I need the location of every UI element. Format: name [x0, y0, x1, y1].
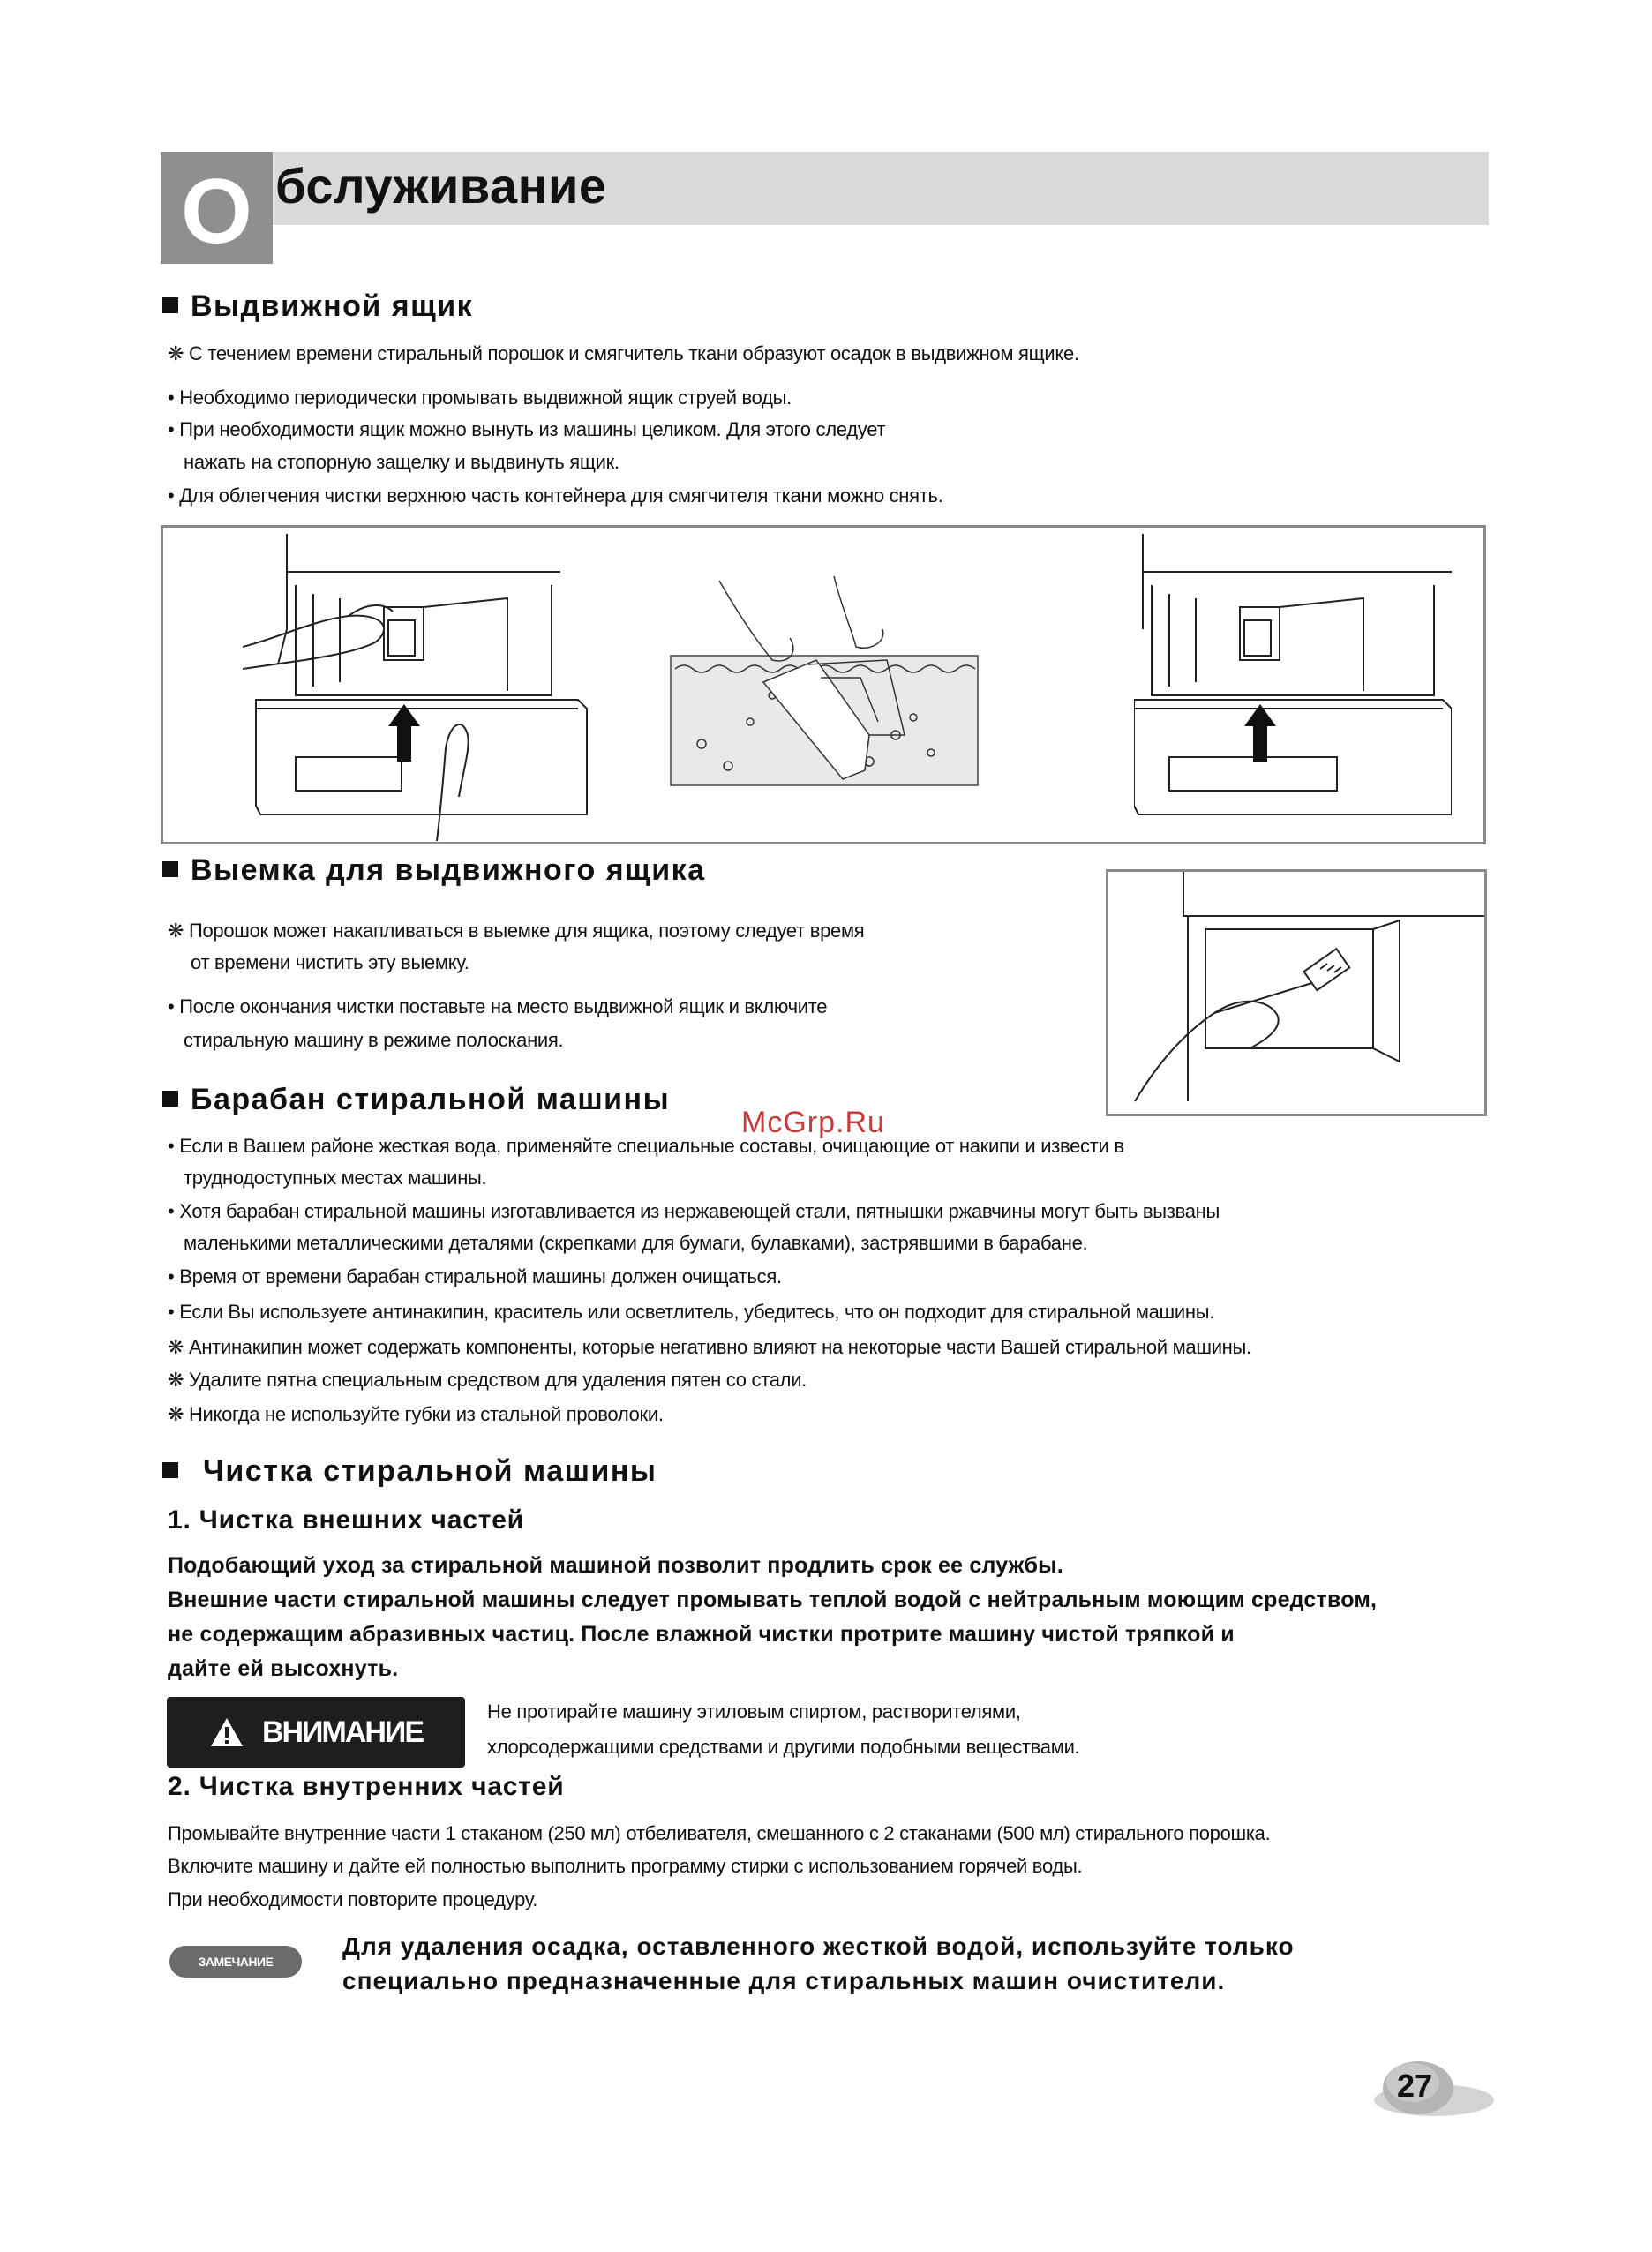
external-cleaning-line-3: не содержащим абразивных частиц. После влажной чистки протрите машину чистой тряпкой и: [168, 1622, 1235, 1647]
drum-asterisk-2: ❋ Удалите пятна специальным средством для удаления пятен со стали.: [168, 1369, 807, 1391]
drum-bullet-1-cont: труднодоступных местах машины.: [184, 1167, 487, 1189]
warning-label: ВНИМАНИЕ: [261, 1715, 424, 1749]
internal-cleaning-line-3: При необходимости повторите процедуру.: [168, 1888, 538, 1910]
drum-bullet-2: • Хотя барабан стиральной машины изготавливается из нержавеющей стали, пятнышки ржавчины могут быть вызваны: [168, 1200, 1220, 1222]
drum-asterisk-3: ❋ Никогда не используйте губки из стальной проволоки.: [168, 1403, 664, 1425]
external-cleaning-line-2: Внешние части стиральной машины следует промывать теплой водой с нейтральным моющим средством,: [168, 1588, 1378, 1612]
asterisk-icon: ❋: [168, 1369, 189, 1391]
note-line-2: специально предназначенные для стиральных машин очистители.: [342, 1967, 1226, 1994]
warning-text-line-2: хлорсодержащими средствами и другими подобными веществами.: [487, 1736, 1080, 1758]
recess-illustration-frame: [1106, 869, 1487, 1116]
drum-bullet-2-cont: маленькими металлическими деталями (скрепками для бумаги, булавками), застрявшими в барабане.: [184, 1232, 1088, 1254]
external-cleaning-line-4: дайте ей высохнуть.: [168, 1656, 399, 1681]
drawer-bullet-1: • Необходимо периодически промывать выдвижной ящик струей воды.: [168, 387, 792, 409]
asterisk-icon: ❋: [168, 1336, 189, 1358]
drawer-bullet-3: • Для облегчения чистки верхнюю часть контейнера для смягчителя ткани можно снять.: [168, 484, 943, 507]
external-cleaning-line-1: Подобающий уход за стиральной машиной позволит продлить срок ее службы.: [168, 1553, 1063, 1578]
drum-bullet-3: • Время от времени барабан стиральной машины должен очищаться.: [168, 1265, 782, 1287]
warning-triangle-icon: [209, 1716, 244, 1748]
square-bullet-icon: [162, 861, 178, 877]
recess-bullet-1-cont: стиральную машину в режиме полоскания.: [184, 1029, 564, 1051]
drum-bullet-4: • Если Вы используете антинакипин, краситель или осветлитель, убедитесь, что он подходит для стиральной машины.: [168, 1301, 1215, 1323]
square-bullet-icon: [162, 297, 178, 313]
drawer-asterisk-note: ❋ С течением времени стиральный порошок и смягчитель ткани образуют осадок в выдвижном ящике.: [168, 342, 1079, 364]
warning-text-line-1: Не протирайте машину этиловым спиртом, растворителями,: [487, 1700, 1021, 1723]
square-bullet-icon: [162, 1091, 178, 1107]
section-heading-drawer: [162, 289, 473, 324]
note-line-1: Для удаления осадка, оставленного жесткой водой, используйте только: [342, 1933, 1295, 1960]
internal-cleaning-heading: 2. Чистка внутренних частей: [168, 1772, 565, 1801]
drawer-pull-illustration: [243, 532, 613, 841]
drum-bullet-1: • Если в Вашем районе жесткая вода, применяйте специальные составы, очищающие от накипи и извести в: [168, 1135, 1124, 1157]
drawer-bullet-2: • При необходимости ящик можно вынуть из машины целиком. Для этого следует: [168, 418, 886, 440]
asterisk-icon: ❋: [168, 342, 189, 364]
section-heading-cleaning: Чистка стиральной машины: [162, 1454, 657, 1489]
recess-bullet-1: • После окончания чистки поставьте на место выдвижной ящик и включите: [168, 995, 828, 1017]
section-heading-drum: Барабан стиральной машины: [162, 1083, 670, 1117]
recess-asterisk-note: ❋ Порошок может накапливаться в выемке для ящика, поэтому следует время: [168, 920, 865, 942]
square-bullet-icon: [162, 1462, 178, 1478]
internal-cleaning-line-1: Промывайте внутренние части 1 стаканом (250 мл) отбеливателя, смешанного с 2 стаканами (500 мл) стирального порошка.: [168, 1822, 1271, 1844]
warning-badge: [167, 1697, 465, 1768]
internal-cleaning-line-2: Включите машину и дайте ей полностью выполнить программу стирки с использованием горячей воды.: [168, 1855, 1083, 1877]
note-label: ЗАМЕЧАНИЕ: [198, 1955, 274, 1969]
drawer-washing-illustration: [666, 532, 984, 797]
drawer-bullet-2-cont: нажать на стопорную защелку и выдвинуть ящик.: [184, 451, 620, 473]
title-letter: О: [181, 160, 252, 263]
watermark: McGrp.Ru: [741, 1106, 885, 1139]
asterisk-icon: ❋: [168, 920, 189, 942]
note-badge: [169, 1946, 302, 1978]
drawer-heading-text: Выдвижной ящик: [191, 289, 474, 323]
page-number-badge: [1372, 2049, 1496, 2128]
title-letter-box: [161, 152, 273, 264]
asterisk-icon: ❋: [168, 1403, 189, 1425]
drawer-remove-illustration: [1134, 532, 1452, 841]
drawer-illustrations-frame: [161, 525, 1486, 844]
external-cleaning-heading: 1. Чистка внешних частей: [168, 1505, 524, 1535]
recess-asterisk-note-cont: от времени чистить эту выемку.: [191, 951, 469, 973]
drum-asterisk-1: ❋ Антинакипин может содержать компоненты, которые негативно влияют на некоторые части Вашей стиральной машины.: [168, 1336, 1251, 1358]
section-heading-recess: Выемка для выдвижного ящика: [162, 853, 706, 888]
page-title: бслуживание: [275, 158, 607, 214]
recess-brush-illustration: [1108, 872, 1484, 1114]
page-number: 27: [1397, 2068, 1433, 2104]
